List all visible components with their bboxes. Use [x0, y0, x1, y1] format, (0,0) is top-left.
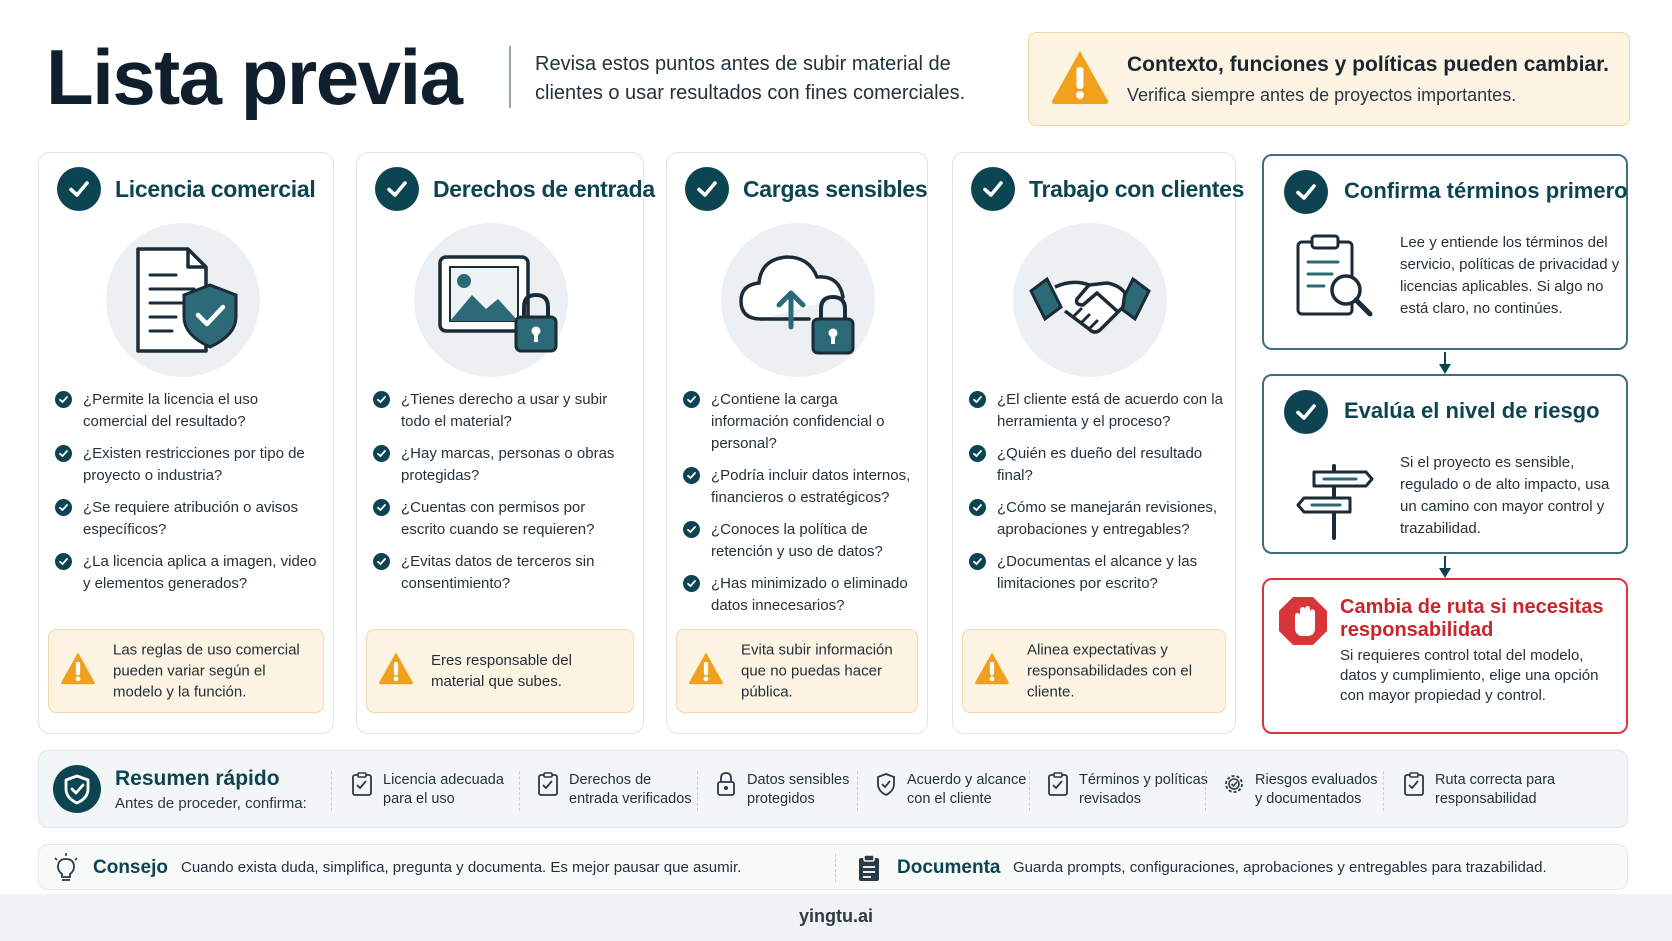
lightbulb-icon: [53, 853, 79, 883]
flow-text: Lee y entiende los términos del servicio, políticas de privacidad y licencias aplicables. Si algo no está claro, no continúes.: [1400, 234, 1620, 317]
flow-step-confirma-terminos: [1262, 154, 1628, 350]
list-item: ¿Podría incluir datos internos, financieros o estratégicos?: [683, 465, 917, 509]
list-item: ¿Cómo se manejarán revisiones, aprobaciones y entregables?: [969, 497, 1225, 541]
check-circle-icon: [685, 167, 729, 211]
summary-item: Acuerdo y alcance con el cliente: [875, 771, 1031, 809]
summary-item: Ruta correcta para responsabilidad: [1403, 771, 1575, 809]
document-label: Documenta: [897, 857, 1001, 878]
list-item: ¿El cliente está de acuerdo con la herramienta y el proceso?: [969, 389, 1225, 433]
clipboard-document-icon: [857, 853, 881, 883]
check-icon: [373, 499, 390, 516]
divider: [697, 771, 698, 811]
clipboard-check-icon: [1047, 771, 1069, 797]
check-icon: [683, 391, 700, 408]
footer: [0, 894, 1672, 941]
list-item: ¿Quién es dueño del resultado final?: [969, 443, 1225, 487]
list-item: ¿Has minimizado o eliminado datos innecesarios?: [683, 573, 917, 617]
summary-subtitle: Antes de proceder, confirma:: [115, 795, 307, 812]
list-item: ¿Tienes derecho a usar y subir todo el material?: [373, 389, 633, 433]
check-circle-icon: [375, 167, 419, 211]
check-circle-icon: [57, 167, 101, 211]
warning-icon: [687, 650, 725, 686]
flow-step-evalua-riesgo: [1262, 374, 1628, 554]
page-title: Lista previa: [46, 33, 462, 121]
summary-item: Riesgos evaluados y documentados: [1223, 771, 1385, 809]
summary-item: Datos sensibles protegidos: [715, 771, 857, 809]
flow-title: Confirma términos primero: [1344, 178, 1628, 203]
divider: [857, 771, 858, 811]
card-title: Trabajo con clientes: [1029, 175, 1245, 202]
card-note: Alinea expectativas y responsabilidades con el cliente.: [962, 629, 1226, 713]
list-item: ¿La licencia aplica a imagen, video y elementos generados?: [55, 551, 323, 595]
check-icon: [969, 445, 986, 462]
list-item: ¿Evitas datos de terceros sin consentimiento?: [373, 551, 633, 595]
arrow-down-icon: [1439, 352, 1451, 374]
check-icon: [55, 391, 72, 408]
stop-text: Si requieres control total del modelo, datos y cumplimiento, elige una opción con mayor propiedad y control.: [1340, 647, 1599, 704]
shield-check-icon: [53, 765, 101, 813]
check-circle-icon: [971, 167, 1015, 211]
tip-bar: [38, 844, 1628, 890]
card-trabajo-clientes: [952, 152, 1245, 734]
check-icon: [373, 391, 390, 408]
list-item: ¿Existen restricciones por tipo de proyecto o industria?: [55, 443, 323, 487]
warning-icon: [1049, 47, 1111, 107]
summary-title: Resumen rápido: [115, 767, 280, 790]
card-note: Eres responsable del material que subes.: [366, 629, 634, 713]
list-item: ¿Hay marcas, personas o obras protegidas?: [373, 443, 633, 487]
tip-label: Consejo: [93, 857, 168, 878]
footer-brand: yingtu.ai: [798, 906, 873, 926]
cloud-upload-lock-icon: [721, 223, 875, 377]
check-icon: [55, 445, 72, 462]
check-icon: [373, 445, 390, 462]
card-title: Derechos de entrada: [433, 175, 655, 202]
check-icon: [969, 391, 986, 408]
list-item: ¿Cuentas con permisos por escrito cuando se requieren?: [373, 497, 633, 541]
divider: [331, 771, 332, 811]
quick-summary: [38, 750, 1628, 828]
list-item: ¿Contiene la carga información confidencial o personal?: [683, 389, 917, 455]
arrow-down-icon: [1439, 556, 1451, 578]
card-note: Las reglas de uso comercial pueden variar según el modelo y la función.: [48, 629, 324, 713]
title-divider: [509, 46, 511, 108]
card-cargas-sensibles: [666, 152, 928, 734]
summary-item: Derechos de entrada verificados: [537, 771, 703, 809]
tip-text: Cuando exista duda, simplifica, pregunta y documenta. Es mejor pausar que asumir.: [181, 859, 742, 876]
summary-item: Licencia adecuada para el uso: [351, 771, 505, 809]
clipboard-check-icon: [351, 771, 373, 797]
list-item: ¿Permite la licencia el uso comercial del resultado?: [55, 389, 323, 433]
divider: [1205, 771, 1206, 811]
warning-icon: [377, 650, 415, 686]
flow-title: Evalúa el nivel de riesgo: [1344, 398, 1600, 423]
flow-text: Si el proyecto es sensible, regulado o de alto impacto, usa un camino con mayor control y trazabilidad.: [1400, 454, 1610, 537]
clipboard-check-icon: [537, 771, 559, 797]
alert-title: Contexto, funciones y políticas pueden cambiar.: [1127, 53, 1609, 76]
alert-text: Verifica siempre antes de proyectos importantes.: [1127, 85, 1517, 105]
handshake-icon: [1013, 223, 1167, 377]
list-item: ¿Se requiere atribución o avisos específicos?: [55, 497, 323, 541]
card-licencia-comercial: [38, 152, 334, 734]
divider: [835, 854, 836, 882]
card-title: Licencia comercial: [115, 175, 316, 202]
check-icon: [55, 553, 72, 570]
list-item: ¿Documentas el alcance y las limitaciones por escrito?: [969, 551, 1225, 595]
check-icon: [55, 499, 72, 516]
divider: [1029, 771, 1030, 811]
check-icon: [683, 467, 700, 484]
signpost-icon: [1294, 452, 1378, 542]
stop-title: Cambia de ruta si necesitas responsabilidad: [1340, 596, 1604, 641]
clipboard-check-icon: [1403, 771, 1425, 797]
divider: [1383, 771, 1384, 811]
intro-text: Revisa estos puntos antes de subir material de clientes o usar resultados con fines comerciales.: [535, 53, 966, 104]
check-icon: [969, 499, 986, 516]
document-shield-icon: [106, 223, 260, 377]
card-derechos-entrada: [356, 152, 655, 734]
card-title: Cargas sensibles: [743, 175, 928, 202]
list-item: ¿Conoces la política de retención y uso de datos?: [683, 519, 917, 563]
gear-check-icon: [1223, 771, 1245, 797]
image-lock-icon: [414, 223, 568, 377]
shield-check-icon: [875, 771, 897, 797]
summary-item: Términos y políticas revisados: [1047, 771, 1209, 809]
lock-icon: [715, 771, 737, 797]
stop-hand-icon: [1278, 596, 1328, 646]
stop-change-route: [1262, 578, 1628, 734]
divider: [519, 771, 520, 811]
check-icon: [969, 553, 986, 570]
card-note: Evita subir información que no puedas hacer pública.: [676, 629, 918, 713]
clipboard-search-icon: [1294, 232, 1378, 322]
warning-icon: [59, 650, 97, 686]
change-alert: [1028, 32, 1630, 126]
check-icon: [373, 553, 390, 570]
check-circle-icon: [1284, 170, 1328, 214]
warning-icon: [973, 650, 1011, 686]
check-circle-icon: [1284, 390, 1328, 434]
check-icon: [683, 575, 700, 592]
document-text: Guarda prompts, configuraciones, aprobaciones y entregables para trazabilidad.: [1013, 859, 1547, 876]
check-icon: [683, 521, 700, 538]
